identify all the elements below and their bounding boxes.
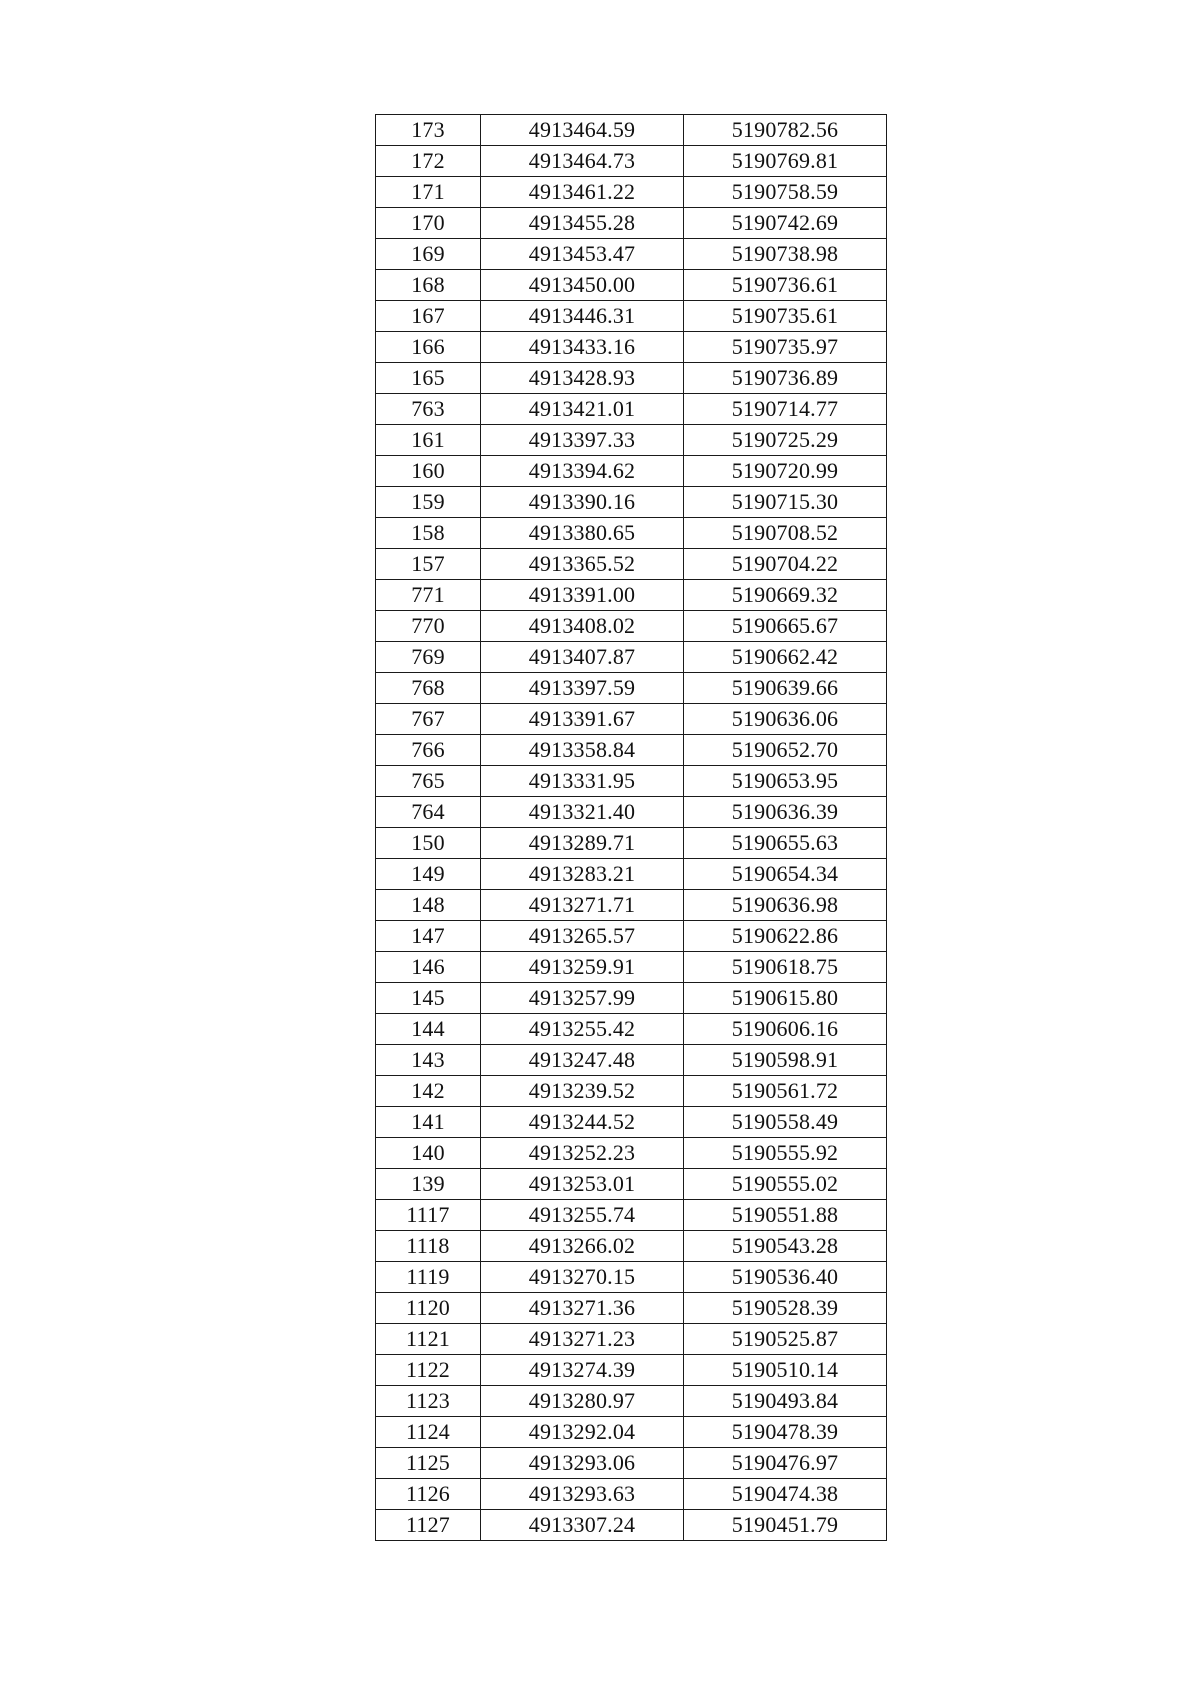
y-coordinate-cell: 5190735.61 (684, 301, 887, 332)
x-coordinate-cell: 4913280.97 (481, 1386, 684, 1417)
y-coordinate-cell: 5190551.88 (684, 1200, 887, 1231)
point-id-cell: 149 (376, 859, 481, 890)
y-coordinate-cell: 5190543.28 (684, 1231, 887, 1262)
y-coordinate-cell: 5190720.99 (684, 456, 887, 487)
coordinate-table (375, 114, 887, 1541)
table-row (376, 1014, 887, 1045)
x-coordinate-cell: 4913253.01 (481, 1169, 684, 1200)
point-id-cell: 1123 (376, 1386, 481, 1417)
x-coordinate-cell: 4913407.87 (481, 642, 684, 673)
coordinate-table-body (376, 115, 887, 1541)
table-row (376, 332, 887, 363)
point-id-cell: 765 (376, 766, 481, 797)
y-coordinate-cell: 5190598.91 (684, 1045, 887, 1076)
point-id-cell: 140 (376, 1138, 481, 1169)
y-coordinate-cell: 5190655.63 (684, 828, 887, 859)
point-id-cell: 769 (376, 642, 481, 673)
table-row (376, 1448, 887, 1479)
table-row (376, 611, 887, 642)
point-id-cell: 1118 (376, 1231, 481, 1262)
x-coordinate-cell: 4913257.99 (481, 983, 684, 1014)
y-coordinate-cell: 5190736.61 (684, 270, 887, 301)
table-row (376, 518, 887, 549)
x-coordinate-cell: 4913244.52 (481, 1107, 684, 1138)
x-coordinate-cell: 4913446.31 (481, 301, 684, 332)
table-row (376, 766, 887, 797)
point-id-cell: 144 (376, 1014, 481, 1045)
x-coordinate-cell: 4913255.74 (481, 1200, 684, 1231)
y-coordinate-cell: 5190474.38 (684, 1479, 887, 1510)
point-id-cell: 766 (376, 735, 481, 766)
table-row (376, 952, 887, 983)
y-coordinate-cell: 5190493.84 (684, 1386, 887, 1417)
point-id-cell: 148 (376, 890, 481, 921)
point-id-cell: 145 (376, 983, 481, 1014)
x-coordinate-cell: 4913266.02 (481, 1231, 684, 1262)
x-coordinate-cell: 4913365.52 (481, 549, 684, 580)
x-coordinate-cell: 4913293.06 (481, 1448, 684, 1479)
x-coordinate-cell: 4913289.71 (481, 828, 684, 859)
x-coordinate-cell: 4913391.00 (481, 580, 684, 611)
y-coordinate-cell: 5190736.89 (684, 363, 887, 394)
y-coordinate-cell: 5190704.22 (684, 549, 887, 580)
y-coordinate-cell: 5190636.39 (684, 797, 887, 828)
x-coordinate-cell: 4913450.00 (481, 270, 684, 301)
table-row (376, 673, 887, 704)
y-coordinate-cell: 5190636.06 (684, 704, 887, 735)
point-id-cell: 167 (376, 301, 481, 332)
point-id-cell: 173 (376, 115, 481, 146)
table-row (376, 1076, 887, 1107)
table-row (376, 487, 887, 518)
y-coordinate-cell: 5190735.97 (684, 332, 887, 363)
x-coordinate-cell: 4913391.67 (481, 704, 684, 735)
x-coordinate-cell: 4913255.42 (481, 1014, 684, 1045)
table-row (376, 1200, 887, 1231)
x-coordinate-cell: 4913252.23 (481, 1138, 684, 1169)
point-id-cell: 169 (376, 239, 481, 270)
y-coordinate-cell: 5190510.14 (684, 1355, 887, 1386)
point-id-cell: 147 (376, 921, 481, 952)
x-coordinate-cell: 4913380.65 (481, 518, 684, 549)
table-row (376, 394, 887, 425)
y-coordinate-cell: 5190606.16 (684, 1014, 887, 1045)
x-coordinate-cell: 4913464.59 (481, 115, 684, 146)
y-coordinate-cell: 5190665.67 (684, 611, 887, 642)
point-id-cell: 1119 (376, 1262, 481, 1293)
y-coordinate-cell: 5190662.42 (684, 642, 887, 673)
point-id-cell: 158 (376, 518, 481, 549)
table-row (376, 208, 887, 239)
point-id-cell: 1124 (376, 1417, 481, 1448)
x-coordinate-cell: 4913274.39 (481, 1355, 684, 1386)
point-id-cell: 1121 (376, 1324, 481, 1355)
y-coordinate-cell: 5190476.97 (684, 1448, 887, 1479)
table-row (376, 146, 887, 177)
x-coordinate-cell: 4913453.47 (481, 239, 684, 270)
table-row (376, 363, 887, 394)
y-coordinate-cell: 5190615.80 (684, 983, 887, 1014)
x-coordinate-cell: 4913390.16 (481, 487, 684, 518)
y-coordinate-cell: 5190652.70 (684, 735, 887, 766)
y-coordinate-cell: 5190639.66 (684, 673, 887, 704)
y-coordinate-cell: 5190555.02 (684, 1169, 887, 1200)
table-row (376, 890, 887, 921)
point-id-cell: 159 (376, 487, 481, 518)
point-id-cell: 1127 (376, 1510, 481, 1541)
x-coordinate-cell: 4913239.52 (481, 1076, 684, 1107)
x-coordinate-cell: 4913394.62 (481, 456, 684, 487)
table-row (376, 239, 887, 270)
table-row (376, 1417, 887, 1448)
table-row (376, 115, 887, 146)
table-row (376, 1231, 887, 1262)
x-coordinate-cell: 4913271.23 (481, 1324, 684, 1355)
point-id-cell: 764 (376, 797, 481, 828)
y-coordinate-cell: 5190558.49 (684, 1107, 887, 1138)
y-coordinate-cell: 5190769.81 (684, 146, 887, 177)
table-row (376, 425, 887, 456)
table-row (376, 549, 887, 580)
table-row (376, 270, 887, 301)
y-coordinate-cell: 5190618.75 (684, 952, 887, 983)
y-coordinate-cell: 5190738.98 (684, 239, 887, 270)
point-id-cell: 770 (376, 611, 481, 642)
y-coordinate-cell: 5190782.56 (684, 115, 887, 146)
y-coordinate-cell: 5190622.86 (684, 921, 887, 952)
point-id-cell: 170 (376, 208, 481, 239)
y-coordinate-cell: 5190653.95 (684, 766, 887, 797)
x-coordinate-cell: 4913271.71 (481, 890, 684, 921)
table-row (376, 704, 887, 735)
y-coordinate-cell: 5190536.40 (684, 1262, 887, 1293)
table-row (376, 1107, 887, 1138)
x-coordinate-cell: 4913247.48 (481, 1045, 684, 1076)
x-coordinate-cell: 4913358.84 (481, 735, 684, 766)
table-row (376, 642, 887, 673)
table-row (376, 456, 887, 487)
table-row (376, 580, 887, 611)
point-id-cell: 1125 (376, 1448, 481, 1479)
point-id-cell: 161 (376, 425, 481, 456)
table-row (376, 177, 887, 208)
point-id-cell: 141 (376, 1107, 481, 1138)
y-coordinate-cell: 5190708.52 (684, 518, 887, 549)
x-coordinate-cell: 4913265.57 (481, 921, 684, 952)
point-id-cell: 768 (376, 673, 481, 704)
x-coordinate-cell: 4913461.22 (481, 177, 684, 208)
x-coordinate-cell: 4913408.02 (481, 611, 684, 642)
point-id-cell: 166 (376, 332, 481, 363)
x-coordinate-cell: 4913283.21 (481, 859, 684, 890)
y-coordinate-cell: 5190561.72 (684, 1076, 887, 1107)
point-id-cell: 172 (376, 146, 481, 177)
x-coordinate-cell: 4913428.93 (481, 363, 684, 394)
table-row (376, 1169, 887, 1200)
x-coordinate-cell: 4913464.73 (481, 146, 684, 177)
point-id-cell: 171 (376, 177, 481, 208)
point-id-cell: 1122 (376, 1355, 481, 1386)
y-coordinate-cell: 5190714.77 (684, 394, 887, 425)
point-id-cell: 1120 (376, 1293, 481, 1324)
table-row (376, 859, 887, 890)
y-coordinate-cell: 5190758.59 (684, 177, 887, 208)
y-coordinate-cell: 5190528.39 (684, 1293, 887, 1324)
table-row (376, 1355, 887, 1386)
x-coordinate-cell: 4913455.28 (481, 208, 684, 239)
table-row (376, 921, 887, 952)
x-coordinate-cell: 4913331.95 (481, 766, 684, 797)
table-row (376, 1510, 887, 1541)
x-coordinate-cell: 4913271.36 (481, 1293, 684, 1324)
x-coordinate-cell: 4913292.04 (481, 1417, 684, 1448)
point-id-cell: 150 (376, 828, 481, 859)
table-row (376, 1324, 887, 1355)
y-coordinate-cell: 5190654.34 (684, 859, 887, 890)
y-coordinate-cell: 5190636.98 (684, 890, 887, 921)
point-id-cell: 168 (376, 270, 481, 301)
table-row (376, 301, 887, 332)
y-coordinate-cell: 5190725.29 (684, 425, 887, 456)
x-coordinate-cell: 4913397.33 (481, 425, 684, 456)
x-coordinate-cell: 4913307.24 (481, 1510, 684, 1541)
table-row (376, 1262, 887, 1293)
table-row (376, 983, 887, 1014)
table-row (376, 1045, 887, 1076)
table-row (376, 1386, 887, 1417)
point-id-cell: 146 (376, 952, 481, 983)
x-coordinate-cell: 4913321.40 (481, 797, 684, 828)
x-coordinate-cell: 4913397.59 (481, 673, 684, 704)
point-id-cell: 763 (376, 394, 481, 425)
point-id-cell: 165 (376, 363, 481, 394)
point-id-cell: 139 (376, 1169, 481, 1200)
y-coordinate-cell: 5190525.87 (684, 1324, 887, 1355)
table-row (376, 735, 887, 766)
y-coordinate-cell: 5190451.79 (684, 1510, 887, 1541)
point-id-cell: 142 (376, 1076, 481, 1107)
y-coordinate-cell: 5190555.92 (684, 1138, 887, 1169)
y-coordinate-cell: 5190669.32 (684, 580, 887, 611)
x-coordinate-cell: 4913433.16 (481, 332, 684, 363)
table-row (376, 1479, 887, 1510)
x-coordinate-cell: 4913293.63 (481, 1479, 684, 1510)
x-coordinate-cell: 4913259.91 (481, 952, 684, 983)
y-coordinate-cell: 5190742.69 (684, 208, 887, 239)
point-id-cell: 771 (376, 580, 481, 611)
point-id-cell: 1117 (376, 1200, 481, 1231)
y-coordinate-cell: 5190715.30 (684, 487, 887, 518)
table-row (376, 828, 887, 859)
point-id-cell: 157 (376, 549, 481, 580)
point-id-cell: 1126 (376, 1479, 481, 1510)
point-id-cell: 143 (376, 1045, 481, 1076)
table-row (376, 1138, 887, 1169)
point-id-cell: 160 (376, 456, 481, 487)
table-row (376, 797, 887, 828)
point-id-cell: 767 (376, 704, 481, 735)
table-row (376, 1293, 887, 1324)
y-coordinate-cell: 5190478.39 (684, 1417, 887, 1448)
x-coordinate-cell: 4913421.01 (481, 394, 684, 425)
x-coordinate-cell: 4913270.15 (481, 1262, 684, 1293)
